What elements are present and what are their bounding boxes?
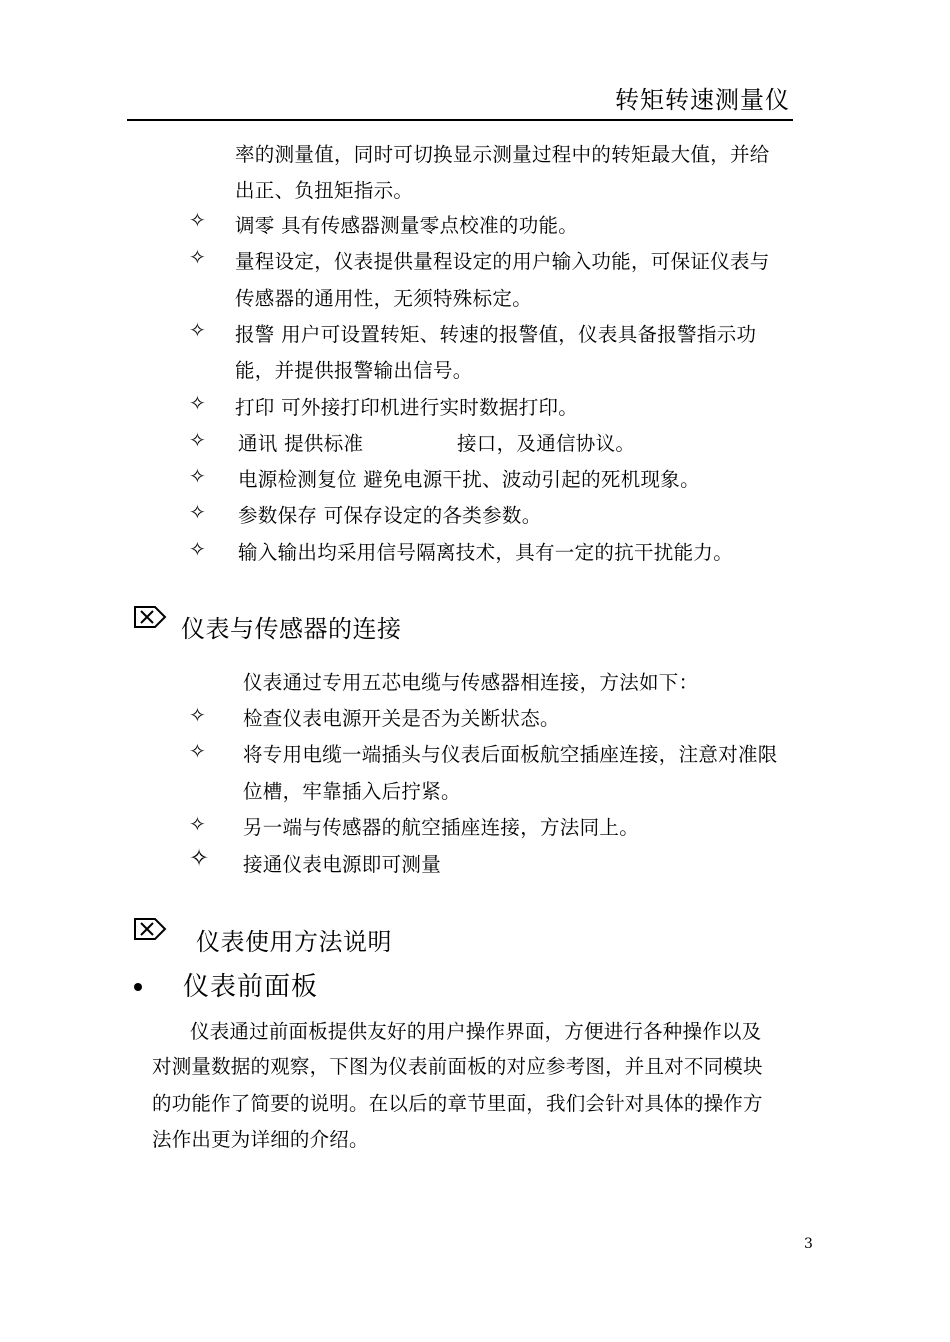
bullet-icon: ✧ [189, 464, 206, 488]
section-title-connection: 仪表与传感器的连接 [181, 615, 402, 643]
continuation-line-2: 出正、负扭矩指示。 [235, 179, 414, 202]
bullet-icon: ✧ [189, 844, 210, 872]
feature-alarm-line-1: 报警 用户可设置转矩、转速的报警值，仪表具备报警指示功 [235, 323, 757, 346]
paragraph-line-2: 对测量数据的观察，下图为仪表前面板的对应参考图，并且对不同模块 [152, 1055, 763, 1078]
connection-step-1: 检查仪表电源开关是否为关断状态。 [243, 707, 560, 730]
bullet-icon: ✧ [189, 428, 206, 452]
feature-alarm-line-2: 能，并提供报警输出信号。 [235, 359, 473, 382]
header-rule [127, 119, 793, 121]
bullet-icon: ✧ [189, 208, 206, 232]
feature-range-line-1: 量程设定，仪表提供量程设定的用户输入功能，可保证仪表与 [235, 250, 770, 273]
paragraph-line-3: 的功能作了简要的说明。在以后的章节里面，我们会针对具体的操作方 [152, 1092, 763, 1115]
connection-step-2-line-2: 位槽，牢靠插入后拧紧。 [243, 780, 461, 803]
bullet-icon: ✧ [189, 318, 206, 342]
feature-print: 打印 可外接打印机进行实时数据打印。 [235, 396, 579, 419]
subsection-title-front-panel: 仪表前面板 [183, 972, 319, 1002]
connection-step-2-line-1: 将专用电缆一端插头与仪表后面板航空插座连接，注意对准限 [243, 743, 778, 766]
connection-step-4: 接通仪表电源即可测量 [243, 853, 442, 876]
bullet-icon: ✧ [189, 739, 206, 763]
bullet-icon: ✧ [189, 812, 206, 836]
page-number: 3 [804, 1236, 813, 1252]
section-title-usage: 仪表使用方法说明 [196, 928, 392, 956]
bullet-icon: ✧ [189, 537, 206, 561]
feature-param-save: 参数保存 可保存设定的各类参数。 [238, 504, 542, 527]
feature-range-line-2: 传感器的通用性，无须特殊标定。 [235, 287, 533, 310]
feature-comm-part-2: 接口，及通信协议。 [457, 432, 636, 455]
continuation-line-1: 率的测量值，同时可切换显示测量过程中的转矩最大值，并给 [235, 143, 770, 166]
bullet-icon: ✧ [189, 500, 206, 524]
paragraph-line-4: 法作出更为详细的介绍。 [152, 1128, 369, 1151]
section-marker-icon [133, 916, 167, 942]
feature-zeroing: 调零 具有传感器测量零点校准的功能。 [235, 214, 579, 237]
section-marker-icon [133, 604, 167, 630]
bullet-icon: ✧ [189, 391, 206, 415]
feature-power-reset: 电源检测复位 避免电源干扰、波动引起的死机现象。 [238, 468, 700, 491]
bullet-dot-icon [134, 983, 142, 991]
bullet-icon: ✧ [189, 703, 206, 727]
feature-comm-part-1: 通讯 提供标准 [238, 432, 364, 455]
feature-isolation: 输入输出均采用信号隔离技术，具有一定的抗干扰能力。 [238, 541, 734, 564]
connection-intro: 仪表通过专用五芯电缆与传感器相连接，方法如下： [243, 671, 699, 694]
header-title: 转矩转速测量仪 [615, 86, 790, 114]
connection-step-3: 另一端与传感器的航空插座连接，方法同上。 [243, 816, 640, 839]
bullet-icon: ✧ [189, 245, 206, 269]
paragraph-line-1: 仪表通过前面板提供友好的用户操作界面，方便进行各种操作以及 [190, 1020, 762, 1043]
